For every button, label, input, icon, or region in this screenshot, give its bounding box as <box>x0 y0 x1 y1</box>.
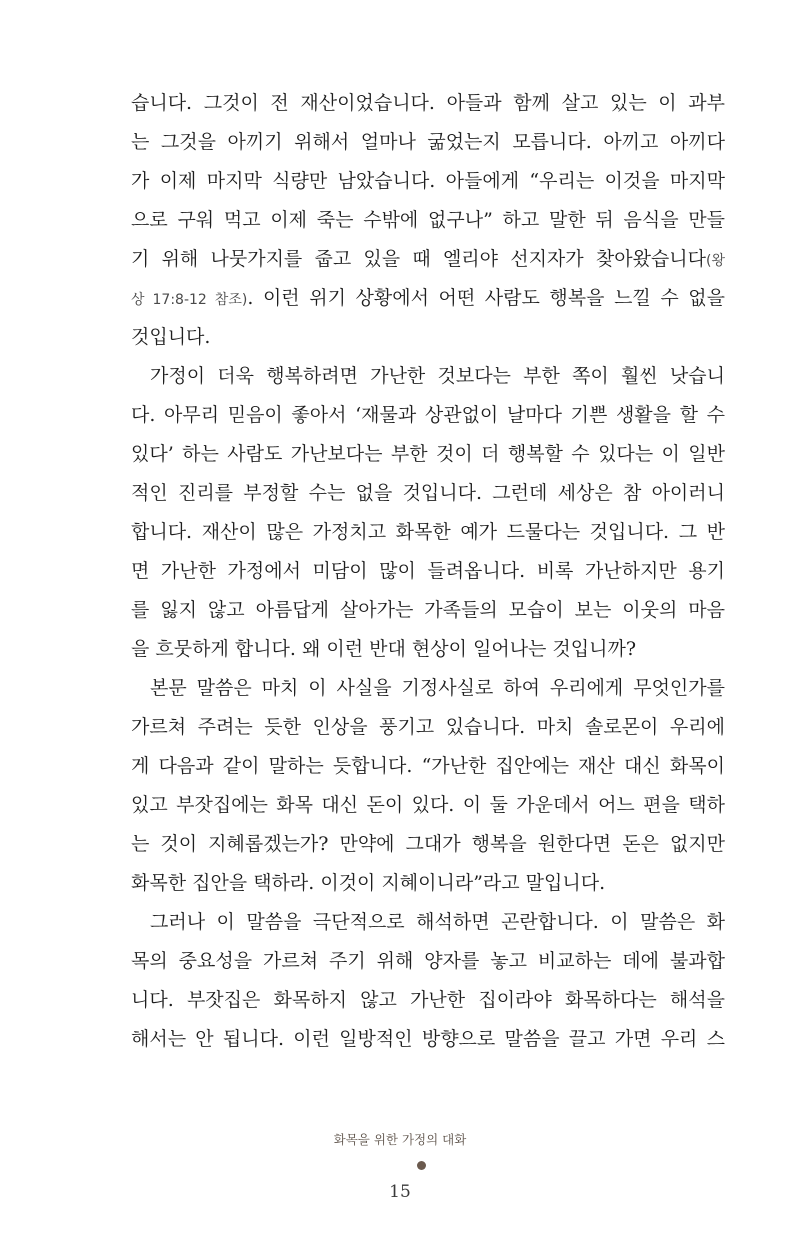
running-footer-book-title: 화목을 위한 가정의 대화 <box>333 1132 467 1147</box>
text-line-13: 면 가난한 가정에서 미담이 많이 들려옵니다. 비록 가난하지만 용기 <box>131 560 725 582</box>
text-line-12: 합니다. 재산이 많은 가정치고 화목한 예가 드물다는 것입니다. 그 반 <box>131 521 725 543</box>
text-line-17: 가르쳐 주려는 듯한 인상을 풍기고 있습니다. 마치 솔로몬이 우리에 <box>131 716 725 738</box>
text-line-9: 다. 아무리 믿음이 좋아서 ‘재물과 상관없이 날마다 기쁜 생활을 할 수 <box>131 404 725 426</box>
text-line-5-main: 기 위해 나뭇가지를 줍고 있을 때 엘리야 선지자가 찾아왔습니다 <box>131 248 706 270</box>
text-line-21: 화목한 집안을 택하라. 이것이 지혜이니라”라고 말입니다. <box>131 872 606 894</box>
text-line-18: 게 다음과 같이 말하는 듯합니다. “가난한 집안에는 재산 대신 화목이 <box>131 755 725 777</box>
text-line-20: 는 것이 지혜롭겠는가? 만약에 그대가 행복을 원한다면 돈은 없지만 <box>131 833 725 855</box>
text-line-25: 해서는 안 됩니다. 이런 일방적인 방향으로 말씀을 끌고 가면 우리 스 <box>131 1028 725 1050</box>
text-line-14: 를 잃지 않고 아름답게 살아가는 가족들의 모습이 보는 이웃의 마음 <box>131 599 725 621</box>
text-line-11: 적인 진리를 부정할 수는 없을 것입니다. 그런데 세상은 참 아이러니 <box>131 482 725 504</box>
bullet-dot-icon <box>417 1161 426 1170</box>
text-line-10: 있다’ 하는 사람도 가난보다는 부한 것이 더 행복할 수 있다는 이 일반 <box>131 443 725 465</box>
text-line-23: 목의 중요성을 가르쳐 주기 위해 양자를 놓고 비교하는 데에 불과합 <box>131 950 725 972</box>
text-line-8: 가정이 더욱 행복하려면 가난한 것보다는 부한 쪽이 훨씬 낫습니 <box>150 365 725 387</box>
text-line-6 <box>131 279 725 318</box>
body-text <box>131 84 725 1059</box>
text-line-6-main: . 이런 위기 상황에서 어떤 사람도 행복을 느낄 수 없을 <box>247 287 725 309</box>
text-line-24: 니다. 부잣집은 화목하지 않고 가난한 집이라야 화목하다는 해석을 <box>131 989 725 1011</box>
text-line-3: 가 이제 마지막 식량만 남았습니다. 아들에게 “우리는 이것을 마지막 <box>131 170 725 192</box>
text-line-4: 으로 구워 먹고 이제 죽는 수밖에 없구나” 하고 말한 뒤 음식을 만들 <box>131 209 725 231</box>
text-line-5 <box>131 240 725 279</box>
text-line-2: 는 그것을 아끼기 위해서 얼마나 굶었는지 모릅니다. 아끼고 아끼다 <box>131 131 725 153</box>
text-line-19: 있고 부잣집에는 화목 대신 돈이 있다. 이 둘 가운데서 어느 편을 택하 <box>131 794 725 816</box>
text-line-7: 것입니다. <box>131 326 211 348</box>
text-line-16: 본문 말씀은 마치 이 사실을 기정사실로 하여 우리에게 무엇인가를 <box>150 677 725 699</box>
text-line-22: 그러나 이 말씀을 극단적으로 해석하면 곤란합니다. 이 말씀은 화 <box>150 911 725 933</box>
text-line-15: 을 흐뭇하게 합니다. 왜 이런 반대 현상이 일어나는 것입니까? <box>131 638 637 660</box>
scripture-citation-start: (왕 <box>706 253 725 269</box>
page-number: 15 <box>389 1182 411 1202</box>
text-line-1: 습니다. 그것이 전 재산이었습니다. 아들과 함께 살고 있는 이 과부 <box>131 92 725 114</box>
scripture-citation-end: 상 17:8-12 참조) <box>131 292 248 308</box>
